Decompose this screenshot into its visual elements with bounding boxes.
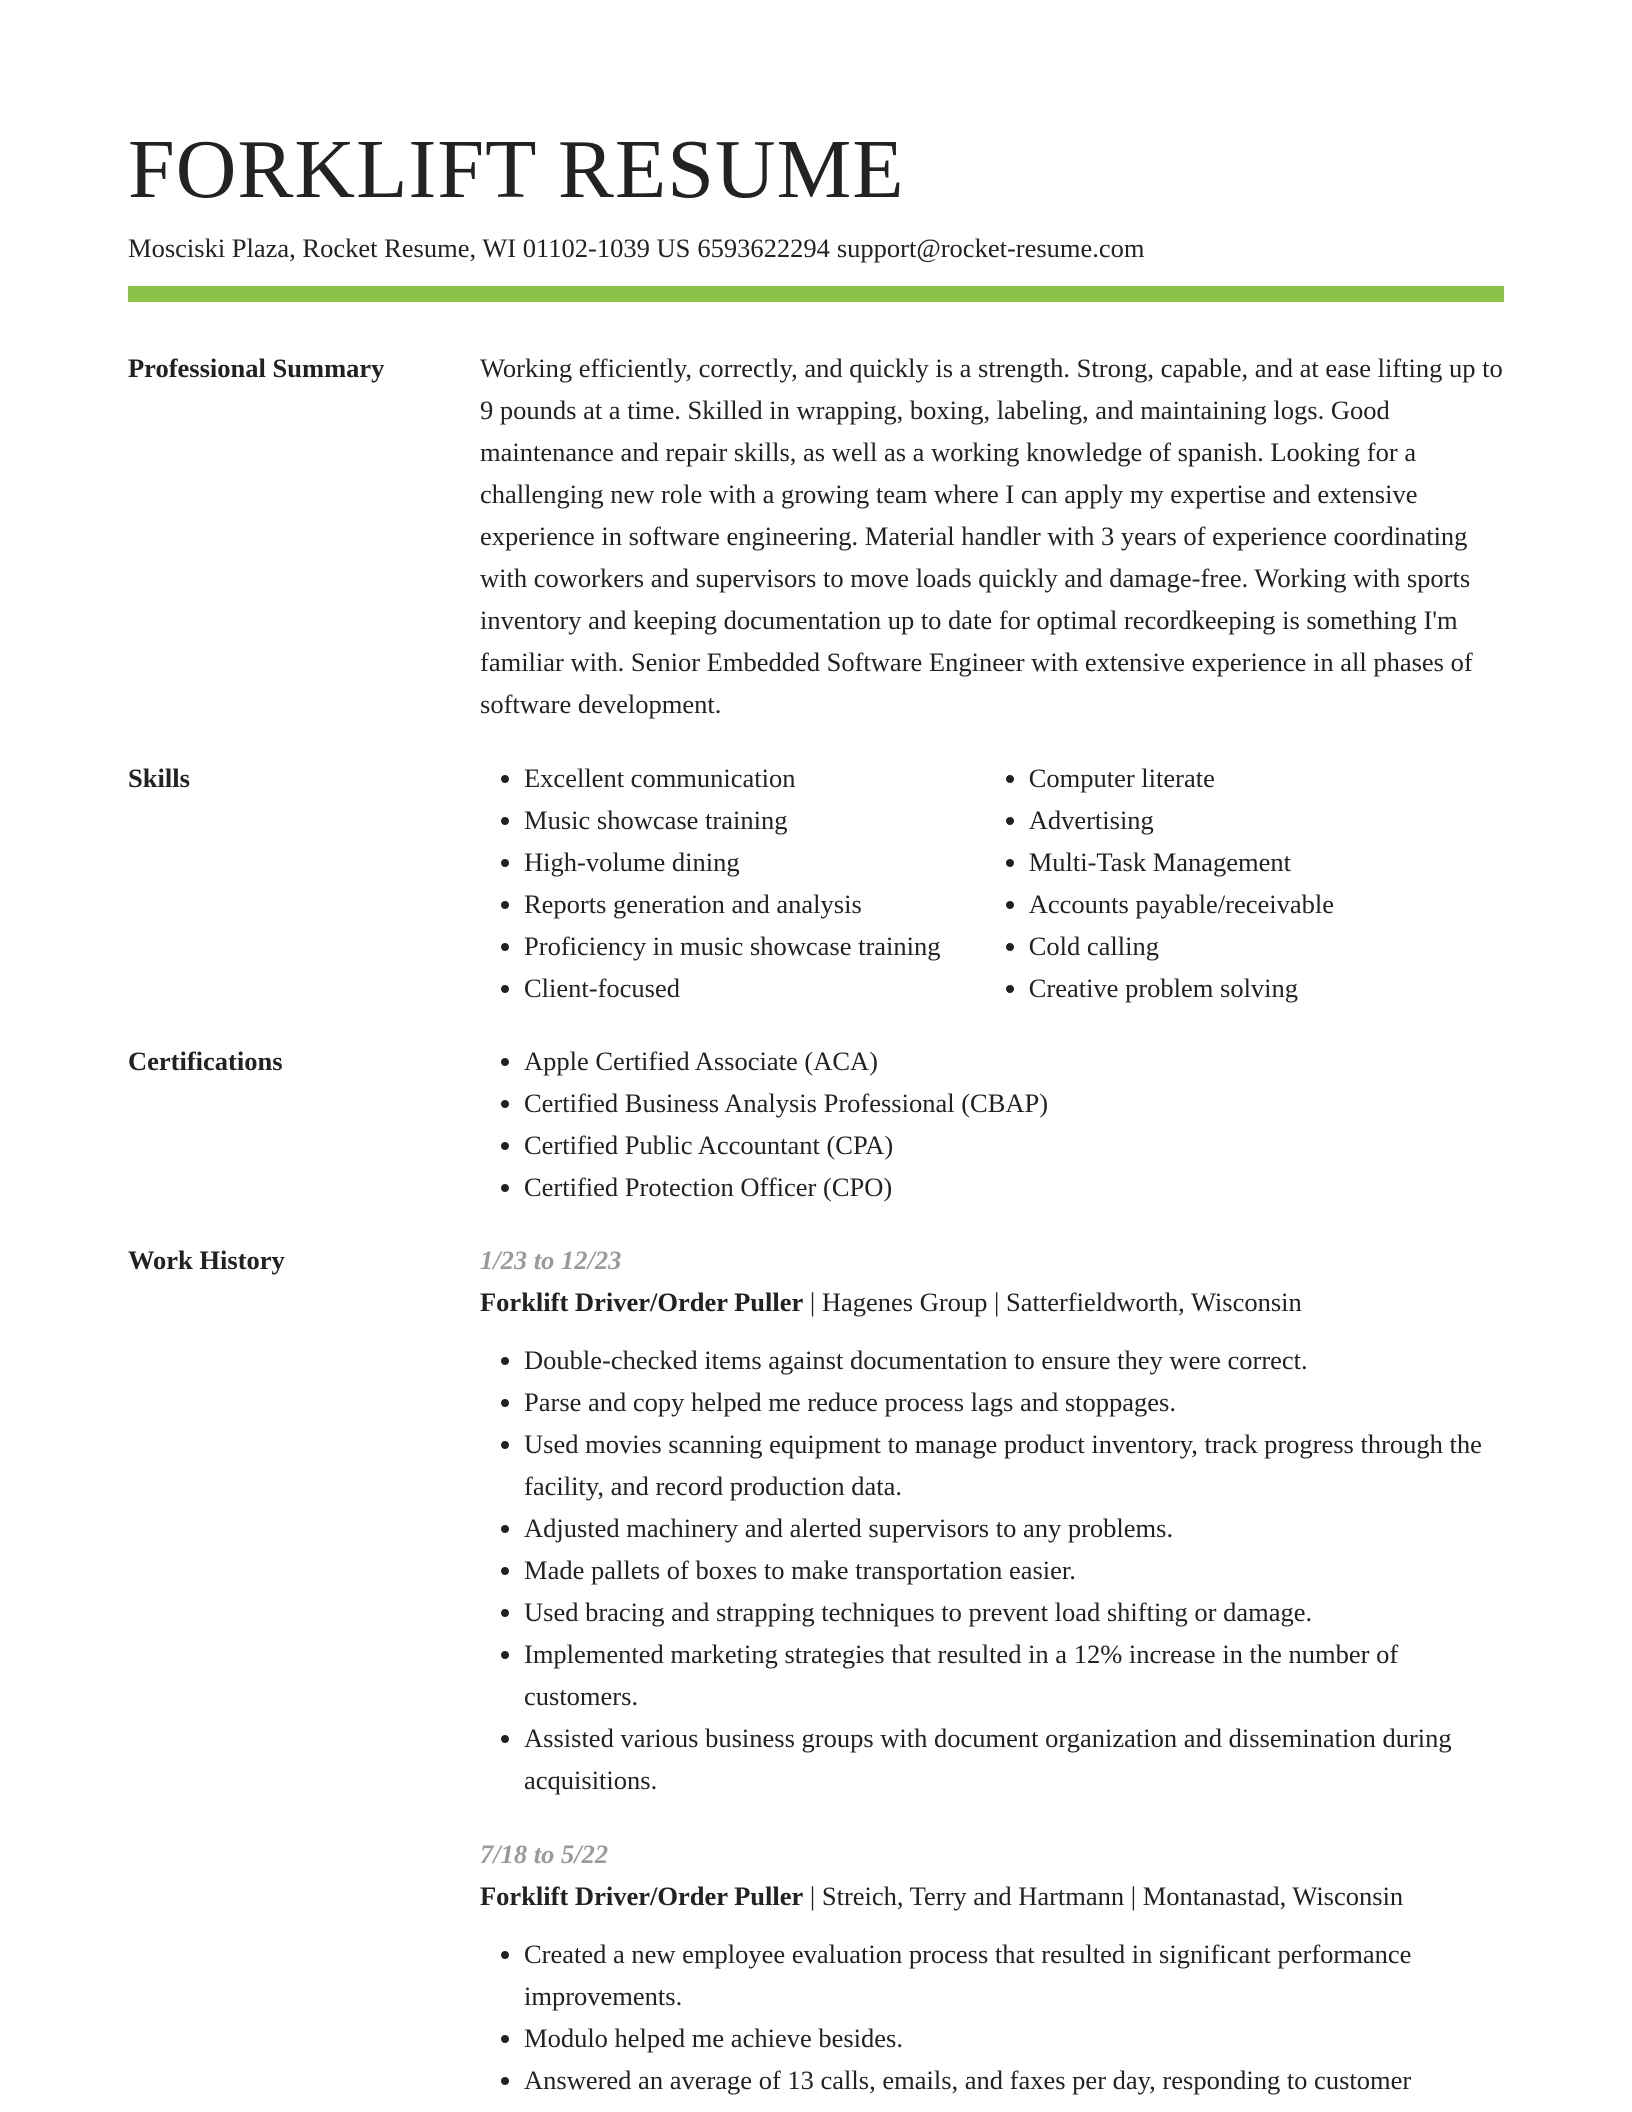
skills-list-left — [480, 757, 985, 1009]
contact-phone: 6593622294 — [697, 233, 830, 263]
list-item: • Created a new employee evaluation process that resulted in significant performance improvements. — [524, 1933, 1504, 2017]
summary-heading: Professional Summary — [128, 353, 385, 383]
list-item: • Certified Protection Officer (CPO) — [524, 1166, 1504, 1208]
list-item: • Adjusted machinery and alerted supervisors to any problems. — [524, 1507, 1504, 1549]
list-item: • Used movies scanning equipment to manage product inventory, track progress through the facility, and record production data. — [524, 1423, 1504, 1507]
job-title: Forklift Driver/Order Puller — [480, 1881, 804, 1911]
job-bullets — [480, 1933, 1504, 2101]
certifications-heading: Certifications — [128, 1046, 283, 1076]
job-entry — [480, 1833, 1504, 2101]
job-title: Forklift Driver/Order Puller — [480, 1287, 804, 1317]
contact-email: support@rocket-resume.com — [836, 233, 1145, 263]
job-details: | Streich, Terry and Hartmann | Montanastad, Wisconsin — [803, 1881, 1404, 1911]
job-dates: 1/23 to 12/23 — [480, 1245, 622, 1275]
list-item: • Apple Certified Associate (ACA) — [524, 1040, 1504, 1082]
list-item: • Proficiency in music showcase training — [524, 925, 985, 967]
list-item: • Certified Public Accountant (CPA) — [524, 1124, 1504, 1166]
list-item: • Made pallets of boxes to make transportation easier. — [524, 1549, 1504, 1591]
contact-line — [128, 230, 1145, 266]
resume-name: FORKLIFT RESUME — [128, 123, 905, 216]
work-history-heading: Work History — [128, 1245, 285, 1275]
list-item: • Reports generation and analysis — [524, 883, 985, 925]
job-heading — [480, 1875, 1504, 1917]
list-item: • Implemented marketing strategies that resulted in a 12% increase in the number of customers. — [524, 1633, 1504, 1717]
summary-text: Working efficiently, correctly, and quickly is a strength. Strong, capable, and at ease lifting up to 9 pounds at a time. Skilled in wrapping, boxing, labeling, and maintaining logs. Good maintenance and repair skills, as well as a working knowledge of spanish. Looking for a challenging new role with a growing team where I can apply my expertise and extensive experience in software engineering. Material handler with 3 years of experience coordinating with coworkers and supervisors to move loads quickly and damage-free. Working with sports inventory and keeping documentation up to date for optimal recordkeeping is something I'm familiar with. Senior Embedded Software Engineer with extensive experience in all phases of software development. — [480, 353, 1503, 719]
list-item: • Double-checked items against documentation to ensure they were correct. — [524, 1339, 1504, 1381]
list-item: • Accounts payable/receivable — [1029, 883, 1504, 925]
contact-address: Mosciski Plaza, Rocket Resume, WI 01102-1039 US — [128, 233, 691, 263]
list-item: • Client-focused — [524, 967, 985, 1009]
list-item: • Assisted various business groups with document organization and dissemination during acquisitions. — [524, 1717, 1504, 1801]
list-item: • Certified Business Analysis Professional (CBAP) — [524, 1082, 1504, 1124]
job-bullets — [480, 1339, 1504, 1801]
job-details: | Hagenes Group | Satterfieldworth, Wisconsin — [803, 1287, 1302, 1317]
list-item: • Creative problem solving — [1029, 967, 1504, 1009]
job-heading — [480, 1281, 1504, 1323]
list-item: • Computer literate — [1029, 757, 1504, 799]
job-dates: 7/18 to 5/22 — [480, 1839, 609, 1869]
list-item: • Advertising — [1029, 799, 1504, 841]
list-item: • Answered an average of 13 calls, emails, and faxes per day, responding to customer — [524, 2059, 1504, 2101]
header-divider — [128, 286, 1504, 302]
list-item: • Excellent communication — [524, 757, 985, 799]
skills-heading: Skills — [128, 763, 190, 793]
job-entry — [480, 1239, 1504, 1801]
list-item: • Modulo helped me achieve besides. — [524, 2017, 1504, 2059]
certifications-list — [480, 1040, 1504, 1208]
list-item: • Music showcase training — [524, 799, 985, 841]
list-item: • Multi-Task Management — [1029, 841, 1504, 883]
list-item: • High-volume dining — [524, 841, 985, 883]
list-item: • Cold calling — [1029, 925, 1504, 967]
skills-list-right — [985, 757, 1504, 1009]
list-item: • Parse and copy helped me reduce process lags and stoppages. — [524, 1381, 1504, 1423]
list-item: • Used bracing and strapping techniques to prevent load shifting or damage. — [524, 1591, 1504, 1633]
